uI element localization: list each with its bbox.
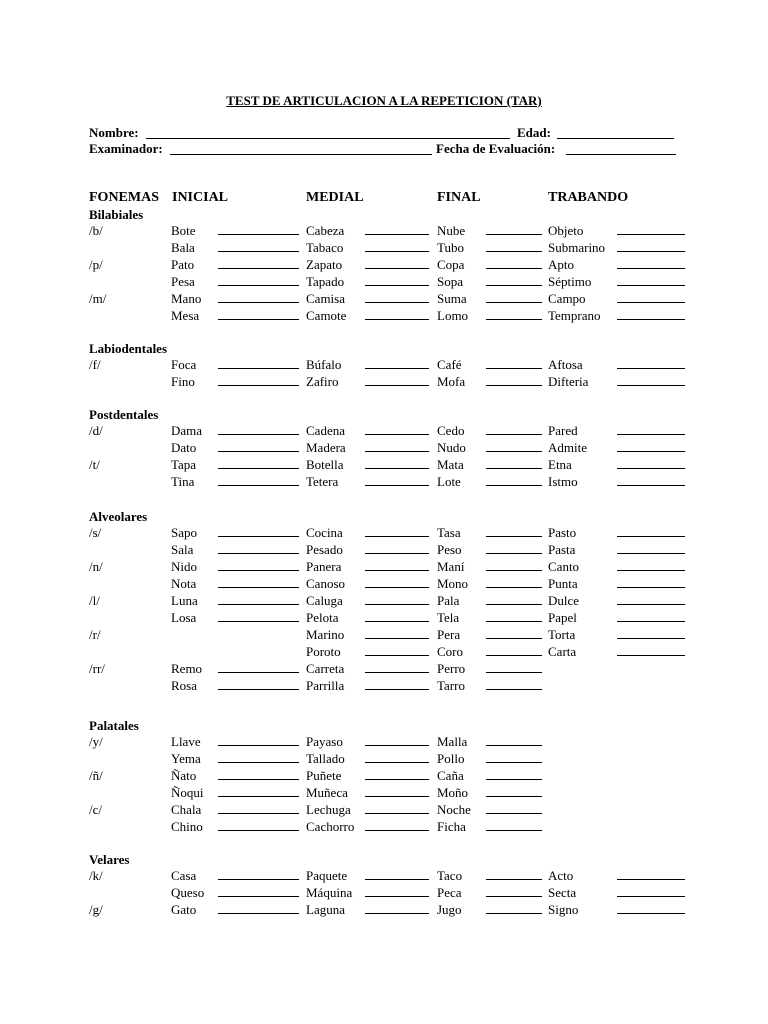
word-final: Tubo [437,240,464,255]
answer-line-inicial[interactable] [218,368,299,369]
word-final: Caña [437,768,464,783]
word-medial: Camote [306,308,347,323]
word-final: Cedo [437,423,465,438]
header-inicial: INICIAL [172,190,229,205]
answer-line-trabando[interactable] [617,451,685,452]
answer-line-final[interactable] [486,762,542,763]
word-medial: Búfalo [306,357,342,372]
word-medial: Puñete [306,768,342,783]
answer-line-inicial[interactable] [218,689,299,690]
word-medial: Carreta [306,661,345,676]
answer-line-final[interactable] [486,368,542,369]
answer-line-inicial[interactable] [218,745,299,746]
word-inicial: Chino [171,819,203,834]
group-heading: Labiodentales [89,341,168,356]
answer-line-medial[interactable] [365,779,429,780]
answer-line-inicial[interactable] [218,779,299,780]
answer-line-final[interactable] [486,745,542,746]
word-medial: Zafiro [306,374,339,389]
phoneme-label: /y/ [89,734,103,749]
word-trabando: Temprano [548,308,601,323]
answer-line-final[interactable] [486,830,542,831]
answer-line-medial[interactable] [365,536,429,537]
word-inicial: Nido [171,559,197,574]
answer-line-inicial[interactable] [218,913,299,914]
word-trabando: Punta [548,576,578,591]
word-medial: Muñeca [306,785,348,800]
answer-line-trabando[interactable] [617,268,685,269]
word-medial: Caluga [306,593,343,608]
group-heading: Bilabiales [89,207,144,222]
word-final: Malla [437,734,468,749]
phoneme-label: /r/ [89,627,101,642]
answer-line-inicial[interactable] [218,302,299,303]
answer-line-medial[interactable] [365,745,429,746]
phoneme-label: /ñ/ [89,768,103,783]
word-medial: Zapato [306,257,343,272]
answer-line-trabando[interactable] [617,302,685,303]
answer-line-inicial[interactable] [218,434,299,435]
answer-line-medial[interactable] [365,672,429,673]
answer-line-final[interactable] [486,434,542,435]
word-medial: Paquete [306,868,348,883]
word-inicial: Losa [171,610,197,625]
word-medial: Cachorro [306,819,355,834]
word-trabando: Canto [548,559,580,574]
word-final: Noche [437,802,471,817]
answer-line-inicial[interactable] [218,813,299,814]
answer-line-medial[interactable] [365,319,429,320]
word-inicial: Sala [171,542,194,557]
answer-line-inicial[interactable] [218,285,299,286]
word-trabando: Etna [548,457,572,472]
answer-line-medial[interactable] [365,896,429,897]
word-final: Nudo [437,440,466,455]
answer-line-trabando[interactable] [617,251,685,252]
word-trabando: Séptimo [548,274,592,289]
word-medial: Máquina [306,885,353,900]
answer-line-trabando[interactable] [617,368,685,369]
word-trabando: Acto [548,868,574,883]
answer-line-final[interactable] [486,621,542,622]
answer-line-trabando[interactable] [617,913,685,914]
answer-line-trabando[interactable] [617,434,685,435]
word-medial: Madera [306,440,346,455]
examinador-field[interactable] [170,154,432,155]
header-trabando: TRABANDO [548,190,629,205]
answer-line-final[interactable] [486,553,542,554]
answer-line-medial[interactable] [365,830,429,831]
answer-line-medial[interactable] [365,234,429,235]
word-inicial: Yema [171,751,201,766]
answer-line-final[interactable] [486,796,542,797]
answer-line-medial[interactable] [365,385,429,386]
answer-line-final[interactable] [486,896,542,897]
answer-line-trabando[interactable] [617,234,685,235]
word-medial: Tapado [306,274,345,289]
answer-line-final[interactable] [486,234,542,235]
word-inicial: Foca [171,357,197,372]
word-final: Mono [437,576,469,591]
answer-line-medial[interactable] [365,251,429,252]
word-final: Moño [437,785,469,800]
word-inicial: Dato [171,440,197,455]
word-inicial: Mano [171,291,202,306]
answer-line-medial[interactable] [365,621,429,622]
answer-line-medial[interactable] [365,434,429,435]
word-medial: Poroto [306,644,341,659]
fecha-field[interactable] [566,154,676,155]
word-final: Coro [437,644,463,659]
word-trabando: Pared [548,423,578,438]
phoneme-label: /l/ [89,593,100,608]
word-medial: Tetera [306,474,339,489]
word-trabando: Dulce [548,593,580,608]
answer-line-trabando[interactable] [617,638,685,639]
word-medial: Botella [306,457,344,472]
word-medial: Lechuga [306,802,351,817]
answer-line-medial[interactable] [365,553,429,554]
word-final: Copa [437,257,465,272]
word-final: Perro [437,661,466,676]
word-medial: Pelota [306,610,339,625]
word-final: Peca [437,885,462,900]
word-final: Ficha [437,819,466,834]
answer-line-trabando[interactable] [617,385,685,386]
word-trabando: Torta [548,627,576,642]
answer-line-inicial[interactable] [218,570,299,571]
answer-line-final[interactable] [486,319,542,320]
answer-line-final[interactable] [486,604,542,605]
answer-line-final[interactable] [486,913,542,914]
word-inicial: Ñoqui [171,785,204,800]
word-inicial: Queso [171,885,205,900]
answer-line-medial[interactable] [365,655,429,656]
examinador-label: Examinador: [89,141,163,156]
word-trabando: Apto [548,257,574,272]
answer-line-medial[interactable] [365,638,429,639]
answer-line-trabando[interactable] [617,319,685,320]
word-inicial: Tina [171,474,195,489]
word-final: Mofa [437,374,466,389]
word-final: Suma [437,291,467,306]
word-medial: Cadena [306,423,345,438]
edad-label: Edad: [517,125,551,140]
answer-line-medial[interactable] [365,468,429,469]
answer-line-medial[interactable] [365,879,429,880]
word-trabando: Admite [548,440,587,455]
answer-line-final[interactable] [486,536,542,537]
nombre-field[interactable] [146,138,510,139]
answer-line-inicial[interactable] [218,587,299,588]
word-final: Peso [437,542,462,557]
phoneme-label: /m/ [89,291,107,306]
word-medial: Marino [306,627,345,642]
word-trabando: Carta [548,644,577,659]
phoneme-label: /d/ [89,423,103,438]
answer-line-inicial[interactable] [218,485,299,486]
word-final: Mata [437,457,464,472]
answer-line-final[interactable] [486,879,542,880]
phoneme-label: /s/ [89,525,102,540]
word-trabando: Secta [548,885,577,900]
phoneme-label: /b/ [89,223,103,238]
answer-line-trabando[interactable] [617,468,685,469]
answer-line-final[interactable] [486,779,542,780]
answer-line-final[interactable] [486,813,542,814]
word-medial: Tallado [306,751,345,766]
phoneme-label: /n/ [89,559,103,574]
answer-line-final[interactable] [486,570,542,571]
word-final: Tela [437,610,460,625]
word-final: Taco [437,868,463,883]
answer-line-medial[interactable] [365,268,429,269]
answer-line-inicial[interactable] [218,536,299,537]
answer-line-final[interactable] [486,672,542,673]
answer-line-inicial[interactable] [218,879,299,880]
answer-line-trabando[interactable] [617,285,685,286]
word-trabando: Pasto [548,525,577,540]
answer-line-final[interactable] [486,285,542,286]
answer-line-medial[interactable] [365,285,429,286]
answer-line-inicial[interactable] [218,621,299,622]
word-inicial: Nota [171,576,197,591]
word-medial: Cocina [306,525,343,540]
word-medial: Tabaco [306,240,344,255]
word-final: Maní [437,559,465,574]
answer-line-inicial[interactable] [218,553,299,554]
word-inicial: Luna [171,593,198,608]
edad-field[interactable] [557,138,674,139]
phoneme-label: /rr/ [89,661,105,676]
word-inicial: Tapa [171,457,197,472]
word-inicial: Sapo [171,525,197,540]
answer-line-final[interactable] [486,385,542,386]
answer-line-inicial[interactable] [218,319,299,320]
word-trabando: Papel [548,610,577,625]
answer-line-inicial[interactable] [218,672,299,673]
phoneme-label: /p/ [89,257,103,272]
phoneme-label: /c/ [89,802,102,817]
group-heading: Velares [89,852,130,867]
word-inicial: Pesa [171,274,195,289]
word-inicial: Gato [171,902,197,917]
answer-line-medial[interactable] [365,368,429,369]
word-trabando: Signo [548,902,579,917]
answer-line-final[interactable] [486,485,542,486]
word-inicial: Chala [171,802,202,817]
answer-line-trabando[interactable] [617,896,685,897]
word-medial: Laguna [306,902,345,917]
word-trabando: Istmo [548,474,578,489]
word-medial: Cabeza [306,223,345,238]
word-medial: Parrilla [306,678,345,693]
answer-line-inicial[interactable] [218,234,299,235]
answer-line-medial[interactable] [365,604,429,605]
answer-line-medial[interactable] [365,762,429,763]
word-trabando: Submarino [548,240,606,255]
word-final: Nube [437,223,466,238]
answer-line-trabando[interactable] [617,485,685,486]
answer-line-inicial[interactable] [218,604,299,605]
answer-line-medial[interactable] [365,587,429,588]
group-heading: Alveolares [89,509,148,524]
word-final: Tasa [437,525,461,540]
nombre-label: Nombre: [89,125,139,140]
group-heading: Postdentales [89,407,159,422]
answer-line-inicial[interactable] [218,251,299,252]
answer-line-medial[interactable] [365,813,429,814]
word-trabando: Campo [548,291,586,306]
answer-line-trabando[interactable] [617,604,685,605]
header-medial: MEDIAL [306,190,364,205]
phoneme-label: /k/ [89,868,103,883]
answer-line-final[interactable] [486,451,542,452]
answer-line-final[interactable] [486,638,542,639]
phoneme-label: /t/ [89,457,100,472]
phoneme-label: /g/ [89,902,103,917]
answer-line-inicial[interactable] [218,268,299,269]
word-inicial: Fino [171,374,195,389]
answer-line-trabando[interactable] [617,536,685,537]
answer-line-inicial[interactable] [218,896,299,897]
answer-line-inicial[interactable] [218,830,299,831]
word-trabando: Difteria [548,374,589,389]
answer-line-medial[interactable] [365,570,429,571]
answer-line-trabando[interactable] [617,655,685,656]
answer-line-trabando[interactable] [617,570,685,571]
answer-line-trabando[interactable] [617,553,685,554]
word-final: Pala [437,593,460,608]
word-inicial: Remo [171,661,203,676]
answer-line-final[interactable] [486,689,542,690]
answer-line-medial[interactable] [365,796,429,797]
answer-line-medial[interactable] [365,485,429,486]
document-title: TEST DE ARTICULACION A LA REPETICION (TAR) [226,93,542,108]
word-inicial: Llave [171,734,201,749]
word-medial: Pesado [306,542,343,557]
answer-line-trabando[interactable] [617,621,685,622]
answer-line-medial[interactable] [365,913,429,914]
answer-line-final[interactable] [486,302,542,303]
word-inicial: Rosa [171,678,197,693]
word-trabando: Objeto [548,223,584,238]
word-final: Pera [437,627,461,642]
word-final: Lote [437,474,461,489]
word-inicial: Bote [171,223,196,238]
answer-line-final[interactable] [486,251,542,252]
word-inicial: Ñato [171,768,197,783]
header-final: FINAL [437,190,481,205]
word-inicial: Bala [171,240,195,255]
answer-line-inicial[interactable] [218,468,299,469]
phoneme-label: /f/ [89,357,101,372]
answer-line-inicial[interactable] [218,385,299,386]
word-trabando: Pasta [548,542,576,557]
answer-line-medial[interactable] [365,689,429,690]
answer-line-medial[interactable] [365,451,429,452]
word-inicial: Mesa [171,308,200,323]
word-final: Café [437,357,462,372]
answer-line-final[interactable] [486,655,542,656]
word-inicial: Casa [171,868,197,883]
group-heading: Palatales [89,718,139,733]
answer-line-final[interactable] [486,268,542,269]
word-medial: Camisa [306,291,345,306]
answer-line-inicial[interactable] [218,762,299,763]
answer-line-medial[interactable] [365,302,429,303]
answer-line-inicial[interactable] [218,796,299,797]
answer-line-inicial[interactable] [218,451,299,452]
answer-line-trabando[interactable] [617,587,685,588]
fecha-label: Fecha de Evaluación: [436,141,556,156]
word-medial: Panera [306,559,342,574]
answer-line-final[interactable] [486,468,542,469]
word-medial: Payaso [306,734,343,749]
word-final: Pollo [437,751,465,766]
word-inicial: Pato [171,257,195,272]
word-inicial: Dama [171,423,203,438]
answer-line-trabando[interactable] [617,879,685,880]
word-final: Tarro [437,678,465,693]
word-medial: Canoso [306,576,345,591]
word-final: Jugo [437,902,462,917]
word-final: Sopa [437,274,463,289]
word-final: Lomo [437,308,469,323]
header-fonemas: FONEMAS [89,190,159,205]
word-trabando: Aftosa [548,357,583,372]
answer-line-final[interactable] [486,587,542,588]
